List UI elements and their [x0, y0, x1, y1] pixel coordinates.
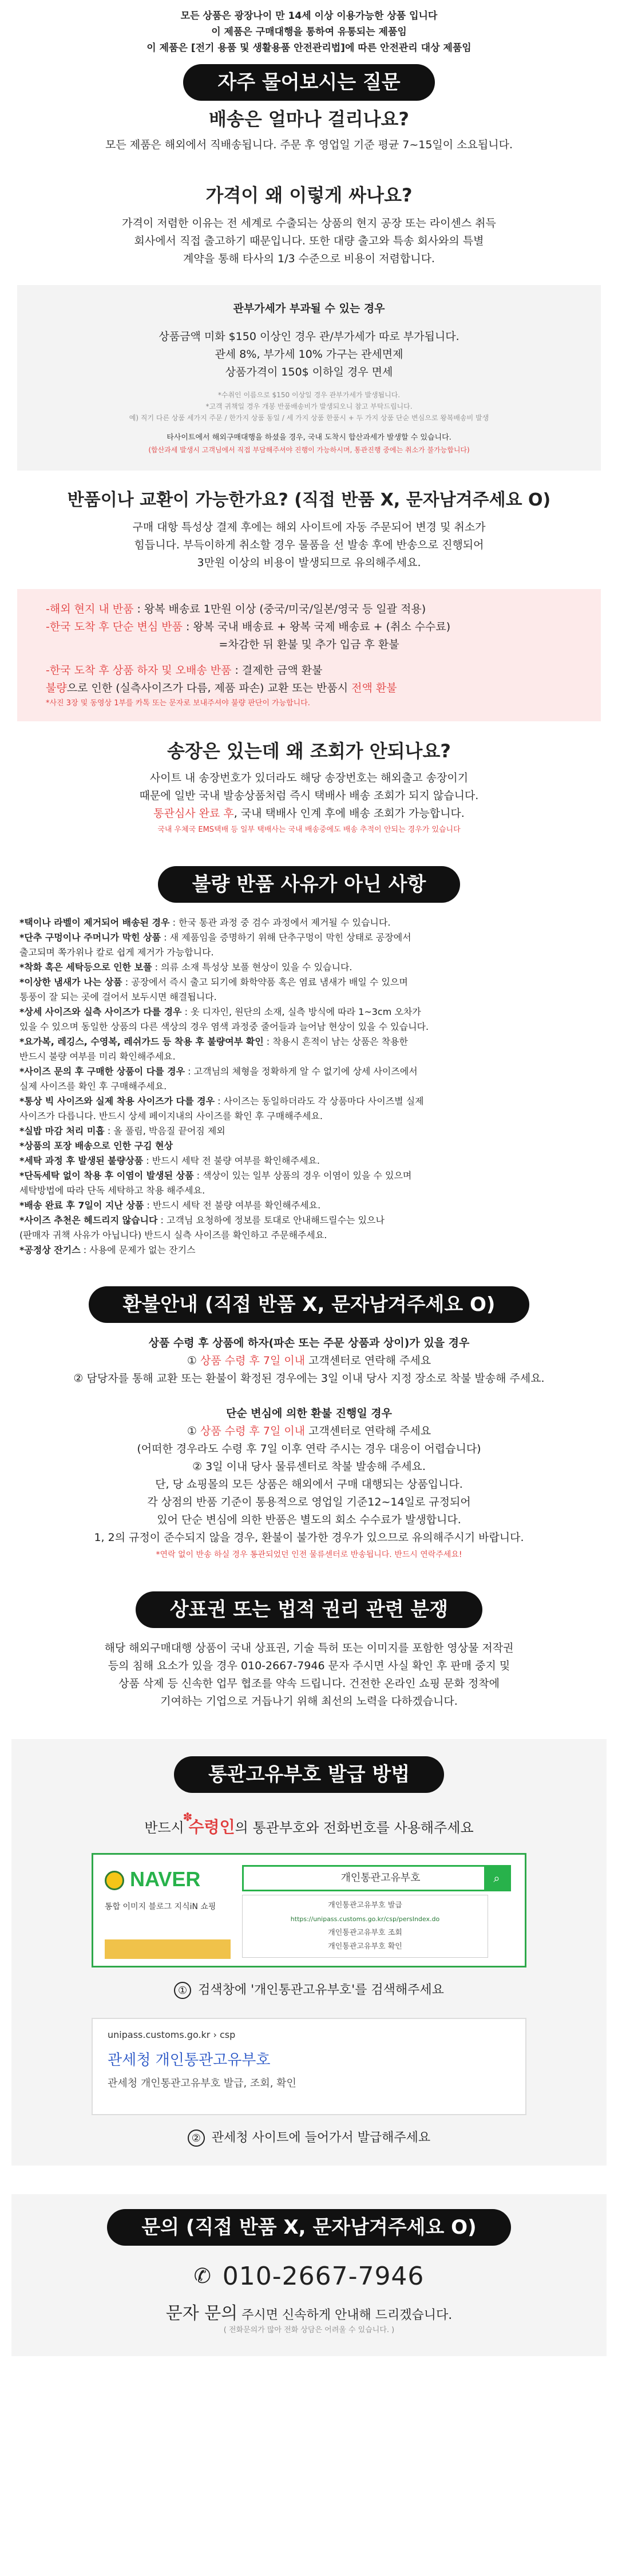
defect-value: 실제 사이즈를 확인 후 구매해주세요.	[19, 1081, 167, 1092]
defect-key: *배송 완료 후 7일이 지난 상품	[19, 1200, 144, 1211]
defect-item	[19, 945, 599, 960]
defect-item	[19, 930, 599, 945]
trademark-section	[0, 1591, 618, 1710]
defect-value: 세탁방법에 따라 단독 세탁하고 착용 해주세요.	[19, 1185, 205, 1196]
defect-value: : 고객님의 체형을 정확하게 알 수 없기에 상세 사이즈에서	[185, 1066, 418, 1077]
defect-item	[19, 1094, 599, 1109]
refund-s7: 1, 2의 규정이 준수되지 않을 경우, 환불이 불가한 경우가 있으므로 유의해주시기 바랍니다.	[94, 1531, 524, 1544]
defect-item	[19, 1005, 599, 1020]
trademark-body-1: 해당 해외구매대행 상품이 국내 상표권, 기술 특허 또는 이미지를 포함한 영상물 저작권	[104, 1642, 514, 1654]
customs-step-1: ① 검색창에 '개인통관고유부호'를 검색해주세요	[11, 1980, 607, 2001]
refund-r1: ① 상품 수령 후 7일 이내 고객센터로 연락해 주세요	[187, 1354, 431, 1367]
defect-item	[19, 975, 599, 990]
refund-r2: ② 담당자를 통해 교환 또는 환불이 확정된 경우에는 3일 이내 당사 지정 장소로 착불 발송해 주세요.	[73, 1372, 545, 1385]
refund-s1: ① 상품 수령 후 7일 이내 고객센터로 연락해 주세요	[187, 1425, 431, 1437]
defect-value: 출고되며 쪽가위나 칼로 쉽게 제거가 가능합니다.	[19, 947, 214, 958]
trademark-body-4: 기여하는 기업으로 거듭나기 위해 최선의 노력을 다하겠습니다.	[160, 1695, 458, 1708]
naver-suggestion-3[interactable]: 개인통관고유부호 확인	[328, 1942, 402, 1951]
exchange-section	[0, 488, 618, 721]
notice-safety: 이 제품은 [전기 용품 및 생활용품 안전관리법]에 따른 안전관리 대상 제품임	[146, 42, 472, 54]
defect-item	[19, 915, 599, 930]
defect-key: *사이즈 문의 후 구매한 상품이 다를 경우	[19, 1066, 185, 1077]
defect-value: : 새 제품임을 증명하기 위해 단추구멍이 막힌 상태로 공장에서	[161, 932, 411, 943]
customs-section	[11, 1739, 607, 2166]
defect-item	[19, 1079, 599, 1094]
defect-value: : 한국 통관 과정 중 검수 과정에서 제거될 수 있습니다.	[169, 917, 391, 928]
customs-step-2: ② 관세청 사이트에 들어가서 발급해주세요	[11, 2128, 607, 2148]
unipass-url[interactable]: unipass.customs.go.kr › csp	[108, 2029, 236, 2040]
faq-q1-body: 모든 제품은 해외에서 직배송됩니다. 주문 후 영업일 기준 평균 7~15일이 소요됩니다.	[105, 139, 513, 151]
defect-key: *통상 빅 사이즈와 실제 착용 사이즈가 다를 경우	[19, 1096, 215, 1107]
defect-key: *상세 사이즈와 실측 사이즈가 다를 경우	[19, 1006, 182, 1017]
customs-lead: 반드시 ✽ 수령인의 통관부호와 전화번호를 사용해주세요	[11, 1816, 607, 1839]
tax-box	[17, 285, 601, 471]
defect-value: : 반드시 세탁 전 불량 여부를 확인해주세요.	[144, 1200, 321, 1211]
defect-key: *세탁 과정 후 발생된 불량상품	[19, 1155, 144, 1166]
refund-note: *연락 없이 반송 하실 경우 통관되었던 인전 물류센터로 반송됩니다. 반드시 연락주세요!	[156, 1550, 462, 1559]
exchange-body-1: 구매 대항 특성상 결제 후에는 해외 사이트에 자동 주문되어 변경 및 취소가	[132, 521, 486, 534]
faq-badge: 자주 물어보시는 질문	[183, 64, 434, 101]
defect-value: : 공장에서 즉시 출고 되기에 화학약품 혹은 염료 냄새가 배일 수 있으며	[122, 977, 408, 987]
trademark-body-3: 상품 삭제 등 신속한 업무 협조를 약속 드립니다. 건전한 온라인 쇼핑 문화 정착에	[118, 1677, 500, 1690]
tax-line-3: 상품가격이 150$ 이하일 경우 면세	[225, 366, 393, 378]
policy-overseas: -해외 현지 내 반품 : 왕복 배송료 1만원 이상 (중국/미국/일본/영국 등 일괄 적용)	[46, 603, 426, 615]
faq-q2-body-1: 가격이 저렴한 이유는 전 세계로 수출되는 상품의 현지 공장 또는 라이센스 취득	[122, 217, 496, 230]
policy-defect-refund: 불량으로 인한 (실측사이즈가 다름, 제품 파손) 교환 또는 반품시 전액 환불	[46, 682, 397, 694]
policy-defect: -한국 도착 후 상품 하자 및 오배송 반품 : 결제한 금액 환불	[46, 664, 323, 677]
defect-key: *요가복, 레깅스, 수영복, 레쉬가드 등 착용 후 불량여부 확인	[19, 1036, 264, 1047]
notice-age: 모든 상품은 광장나이 만 14세 이상 이용가능한 상품 입니다	[180, 10, 438, 22]
refund-sub-2: 단순 변심에 의한 환불 진행일 경우	[225, 1407, 393, 1420]
defect-item	[19, 1153, 599, 1168]
faq-q2-title: 가격이 왜 이렇게 싸나요?	[205, 184, 413, 206]
refund-s6: 있어 단순 변심에 의한 반품은 별도의 회소 수수료가 발생합니다.	[157, 1514, 461, 1526]
contact-phone-row	[11, 2262, 607, 2291]
faq-q1-title: 배송은 얼마나 걸리나요?	[209, 108, 409, 130]
defect-key: *단독세탁 없이 착용 후 이염이 발생된 상품	[19, 1170, 194, 1181]
tax-note-5: (합산과세 발생시 고객님에서 직접 부담해주셔야 진행이 가능하시며, 통관진행 중에는 취소가 불가능합니다)	[148, 446, 470, 454]
refund-s4: 단, 당 쇼핑몰의 모든 상품은 해외에서 구매 대행되는 상품입니다.	[155, 1478, 463, 1491]
naver-suggestion-1[interactable]: 개인통관고유부호 발급	[328, 1901, 402, 1910]
contact-section	[11, 2194, 607, 2356]
defect-item	[19, 1049, 599, 1064]
refund-s3: ② 3일 이내 당사 물류센터로 착불 발송해 주세요.	[192, 1460, 426, 1473]
defect-value: : 사이즈는 동일하더라도 각 상품마다 사이즈별 실제	[215, 1096, 424, 1107]
tax-note-3: 예) 직기 다른 상품 세가지 주문 / 한가지 상품 동일 / 세 가지 상품 한품시 + 두 가지 상품 단순 변심으로 왕복배송비 발생	[129, 414, 489, 422]
exchange-body-2: 힘듭니다. 부득이하게 취소할 경우 물품을 선 발송 후에 반송으로 진행되어	[134, 539, 484, 551]
defect-item	[19, 1243, 599, 1258]
defect-item	[19, 1064, 599, 1079]
tracking-body-2: 때문에 일반 국내 발송상품처럼 즉시 택배사 배송 조회가 되지 않습니다.	[139, 789, 479, 802]
refund-badge: 환불안내 (직접 반품 X, 문자남겨주세요 O)	[89, 1286, 530, 1323]
defect-item	[19, 960, 599, 975]
refund-sub-1: 상품 수령 후 상품에 하자(파손 또는 주문 상품과 상이)가 있을 경우	[148, 1337, 470, 1349]
defect-key: *사이즈 추천은 헤드리지 않습니다	[19, 1215, 158, 1226]
naver-suggestions	[242, 1895, 488, 1958]
recipient-highlight: ✽ 수령인	[189, 1816, 235, 1839]
defect-item	[19, 1213, 599, 1228]
unipass-subtitle: 관세청 개인통관고유부호 발급, 조회, 확인	[108, 2077, 296, 2089]
defect-value: : 의류 소재 특성상 보풀 현상이 있을 수 있습니다.	[152, 962, 352, 973]
contact-lead: 문자 문의 주시면 신속하게 안내해 드리겠습니다.	[165, 2304, 453, 2324]
defect-key: *택이나 라벨이 제거되어 배송된 경우	[19, 917, 170, 928]
defect-key: *이상한 냄새가 나는 상품	[19, 977, 122, 987]
defects-section	[0, 866, 618, 1258]
defect-value: 있을 수 있으며 동일한 상품의 다른 색상의 경우 염색 과정중 줄어들과 늘어남 현상이 있을 수 있습니다.	[19, 1021, 429, 1032]
trademark-badge: 상표권 또는 법적 권리 관련 분쟁	[136, 1591, 482, 1628]
naver-search-input[interactable]: 개인통관고유부호 ⌕	[242, 1865, 511, 1891]
naver-tabs: 통합 이미지 블로그 지식iN 쇼핑	[105, 1902, 216, 1911]
defect-item	[19, 1020, 599, 1034]
defect-value: : 옷 디자인, 원단의 소재, 실측 방식에 따라 1~3cm 오차가	[181, 1006, 421, 1017]
refund-s5: 각 상점의 반품 기준이 통용적으로 영업일 기준12~14일로 규정되어	[147, 1496, 471, 1508]
defect-key: *실밥 마감 처리 미흡	[19, 1125, 105, 1136]
defect-item	[19, 1124, 599, 1139]
tracking-body-1: 사이트 내 송장번호가 있더라도 해당 송장번호는 해외출고 송장이기	[149, 772, 469, 784]
customs-badge: 통관고유부호 발급 방법	[174, 1756, 444, 1793]
tax-note-2: *고객 귀책일 경우 개봉 반품배송비가 발생되오니 참고 부탁드립니다.	[205, 402, 413, 410]
defects-badge: 불량 반품 사유가 아닌 사항	[158, 866, 461, 903]
faq-q2-body-3: 계약을 통해 타사의 1/3 수준으로 비용이 저렴합니다.	[183, 252, 435, 265]
unipass-screenshot	[92, 2018, 526, 2115]
tracking-section	[0, 738, 618, 837]
defect-item	[19, 990, 599, 1005]
refund-section	[0, 1286, 618, 1563]
defect-item	[19, 1109, 599, 1124]
policy-deduct: =차감한 뒤 환불 및 추가 입금 후 환불	[219, 638, 399, 651]
defect-value: : 색상이 있는 일부 상품의 경우 이염이 있을 수 있으며	[193, 1170, 412, 1181]
defect-value: 반드시 불량 여부를 미리 확인해주세요.	[19, 1051, 176, 1062]
defect-value: : 올 풀림, 박음질 끝어짐 제외	[104, 1125, 225, 1136]
exchange-title: 반품이나 교환이 가능한가요? (직접 반품 X, 문자남겨주세요 O)	[67, 490, 551, 510]
defect-item	[19, 1034, 599, 1049]
naver-suggestion-2[interactable]: 개인통관고유부호 조회	[328, 1929, 402, 1937]
defect-value: 사이즈가 다릅니다. 반드시 상세 페이지내의 사이즈를 확인 후 구매해주세요.	[19, 1111, 323, 1121]
defects-list	[19, 915, 599, 1258]
defect-value: 통풍이 잘 되는 곳에 걸어서 보두시면 해결됩니다.	[19, 991, 217, 1002]
policy-photo-note: *사진 3장 및 동영상 1부를 카톡 또는 문자로 보내주셔야 불량 판단이 가능합니다.	[46, 699, 310, 708]
defect-value: : 착용시 흔적이 남는 상품은 착용한	[263, 1036, 408, 1047]
defect-key: *단추 구멍이나 주머니가 막힌 상품	[19, 932, 161, 943]
notice-proxy: 이 제품은 구매대행을 통하여 유통되는 제품임	[211, 26, 407, 38]
faq-section	[0, 64, 618, 471]
naver-suggestion-url: https://unipass.customs.go.kr/csp/persIndex.do	[290, 1915, 440, 1923]
defect-value: : 고객님 요청하에 정보를 토대로 안내해드릴수는 있으나	[157, 1215, 385, 1226]
naver-search-screenshot	[92, 1853, 526, 1967]
defect-item	[19, 1168, 599, 1183]
top-notice	[0, 0, 618, 56]
unipass-title[interactable]: 관세청 개인통관고유부호	[108, 2052, 271, 2069]
defect-value: (판매자 귀책 사유가 아닙니다) 반드시 실측 사이즈를 확인하고 주문해주세요.	[19, 1230, 327, 1240]
naver-banner	[105, 1939, 231, 1959]
tax-note-4: 타사이트에서 해외구매대행을 하셨을 경우, 국내 도착시 합산과세가 발생할 수 있습니다.	[167, 433, 451, 442]
tracking-note: 국내 우체국 EMS택배 등 일부 택배사는 국내 배송중에도 배송 추적이 안되는 경우가 있습니다	[157, 825, 461, 834]
contact-badge: 문의 (직접 반품 X, 문자남겨주세요 O)	[107, 2209, 510, 2246]
defect-item	[19, 1139, 599, 1153]
faq-q2-body-2: 회사에서 직접 출고하기 때문입니다. 또한 대량 출고와 특송 회사와의 특별	[134, 235, 484, 247]
defect-key: *공정상 잔기스	[19, 1244, 81, 1255]
tracking-title: 송장은 있는데 왜 조회가 안되나요?	[167, 740, 451, 762]
phone-icon: ✆	[193, 2265, 211, 2288]
tax-line-2: 관세 8%, 부가세 10% 가구는 관세면제	[215, 348, 403, 361]
naver-logo: NAVER	[105, 1867, 200, 1891]
defect-value: : 반드시 세탁 전 불량 여부를 확인해주세요.	[143, 1155, 320, 1166]
defect-key: *착화 혹은 세탁등으로 인한 보풀	[19, 962, 152, 973]
refund-s2: (어떠한 경우라도 수령 후 7일 이후 연락 주시는 경우 대응이 어렵습니다)	[137, 1443, 481, 1455]
contact-phone[interactable]: 010-2667-7946	[222, 2262, 425, 2291]
defect-item	[19, 1198, 599, 1213]
tax-line-1: 상품금액 미화 $150 이상인 경우 관/부가세가 따로 부가됩니다.	[159, 330, 459, 343]
tax-title: 관부가세가 부과될 수 있는 경우	[233, 302, 385, 315]
defect-item	[19, 1228, 599, 1243]
defect-item	[19, 1183, 599, 1198]
contact-note: ( 전화문의가 많아 전화 상담은 어려울 수 있습니다. )	[223, 2326, 395, 2334]
defect-value: : 사용에 문제가 없는 잔기스	[80, 1244, 196, 1255]
trademark-body-2: 등의 침해 요소가 있을 경우 010-2667-7946 문자 주시면 사실 확인 후 판매 중지 및	[108, 1660, 510, 1672]
return-policy-box	[17, 589, 601, 721]
tax-note-1: *수취인 이름으로 $150 이상일 경우 관부가세가 발생됩니다.	[217, 391, 401, 399]
policy-change-mind: -한국 도착 후 단순 변심 반품 : 왕복 국내 배송료 + 왕복 국제 배송료 + (취소 수수료)	[46, 621, 451, 633]
exchange-body-3: 3만원 이상의 비용이 발생되므로 유의해주세요.	[197, 556, 421, 569]
defect-key: *상품의 포장 배송으로 인한 구김 현상	[19, 1140, 173, 1151]
search-icon[interactable]: ⌕	[484, 1867, 509, 1890]
tracking-body-3: 통관심사 완료 후, 국내 택배사 인계 후에 배송 조회가 가능합니다.	[153, 807, 465, 820]
